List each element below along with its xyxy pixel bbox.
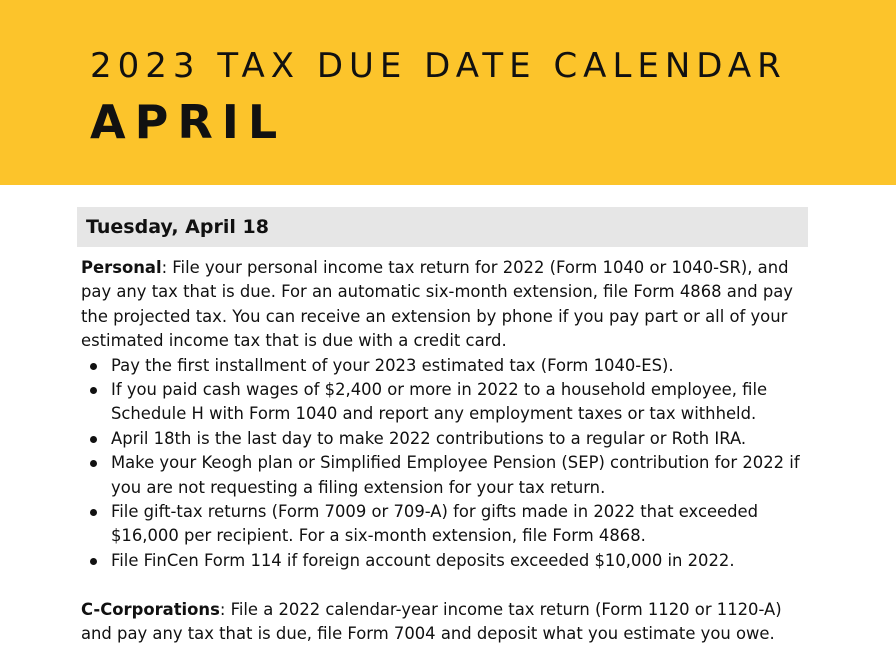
month-title: APRIL — [90, 95, 287, 149]
list-item: File FinCen Form 114 if foreign account deposits exceeded $10,000 in 2022. — [81, 549, 813, 573]
list-item: Make your Keogh plan or Simplified Employee Pension (SEP) contribution for 2022 if you are not requesting a filing extension for your tax return. — [81, 451, 813, 500]
corporations-text: : File a 2022 calendar-year income tax return (Form 1120 or 1120-A) and pay any tax that is due, file Form 7004 and deposit what you estimate you owe. — [81, 599, 782, 644]
personal-text: : File your personal income tax return for 2022 (Form 1040 or 1040-SR), and pay any tax that is due. For an automatic six-month extension, file Form 4868 and pay the projected tax. You can receive an extension by phone if you pay part or all of your estimated income tax that is due with a credit card. — [81, 258, 793, 351]
calendar-title: 2023 TAX DUE DATE CALENDAR — [90, 46, 787, 86]
content-body — [81, 256, 813, 646]
personal-bullet-list — [81, 354, 813, 574]
personal-label: Personal — [81, 258, 162, 277]
personal-paragraph — [81, 256, 813, 354]
list-item: Pay the first installment of your 2023 estimated tax (Form 1040-ES). — [81, 354, 813, 378]
corporations-paragraph — [81, 598, 813, 646]
corporations-label: C-Corporations — [81, 599, 220, 619]
list-item: If you paid cash wages of $2,400 or more in 2022 to a household employee, file Schedule H with Form 1040 and report any employment taxes or tax withheld. — [81, 378, 813, 427]
date-heading: Tuesday, April 18 — [77, 207, 808, 247]
list-item: File gift-tax returns (Form 7009 or 709-A) for gifts made in 2022 that exceeded $16,000 per recipient. For a six-month extension, file Form 4868. — [81, 500, 813, 549]
list-item: April 18th is the last day to make 2022 contributions to a regular or Roth IRA. — [81, 427, 813, 451]
header-banner — [0, 0, 896, 185]
